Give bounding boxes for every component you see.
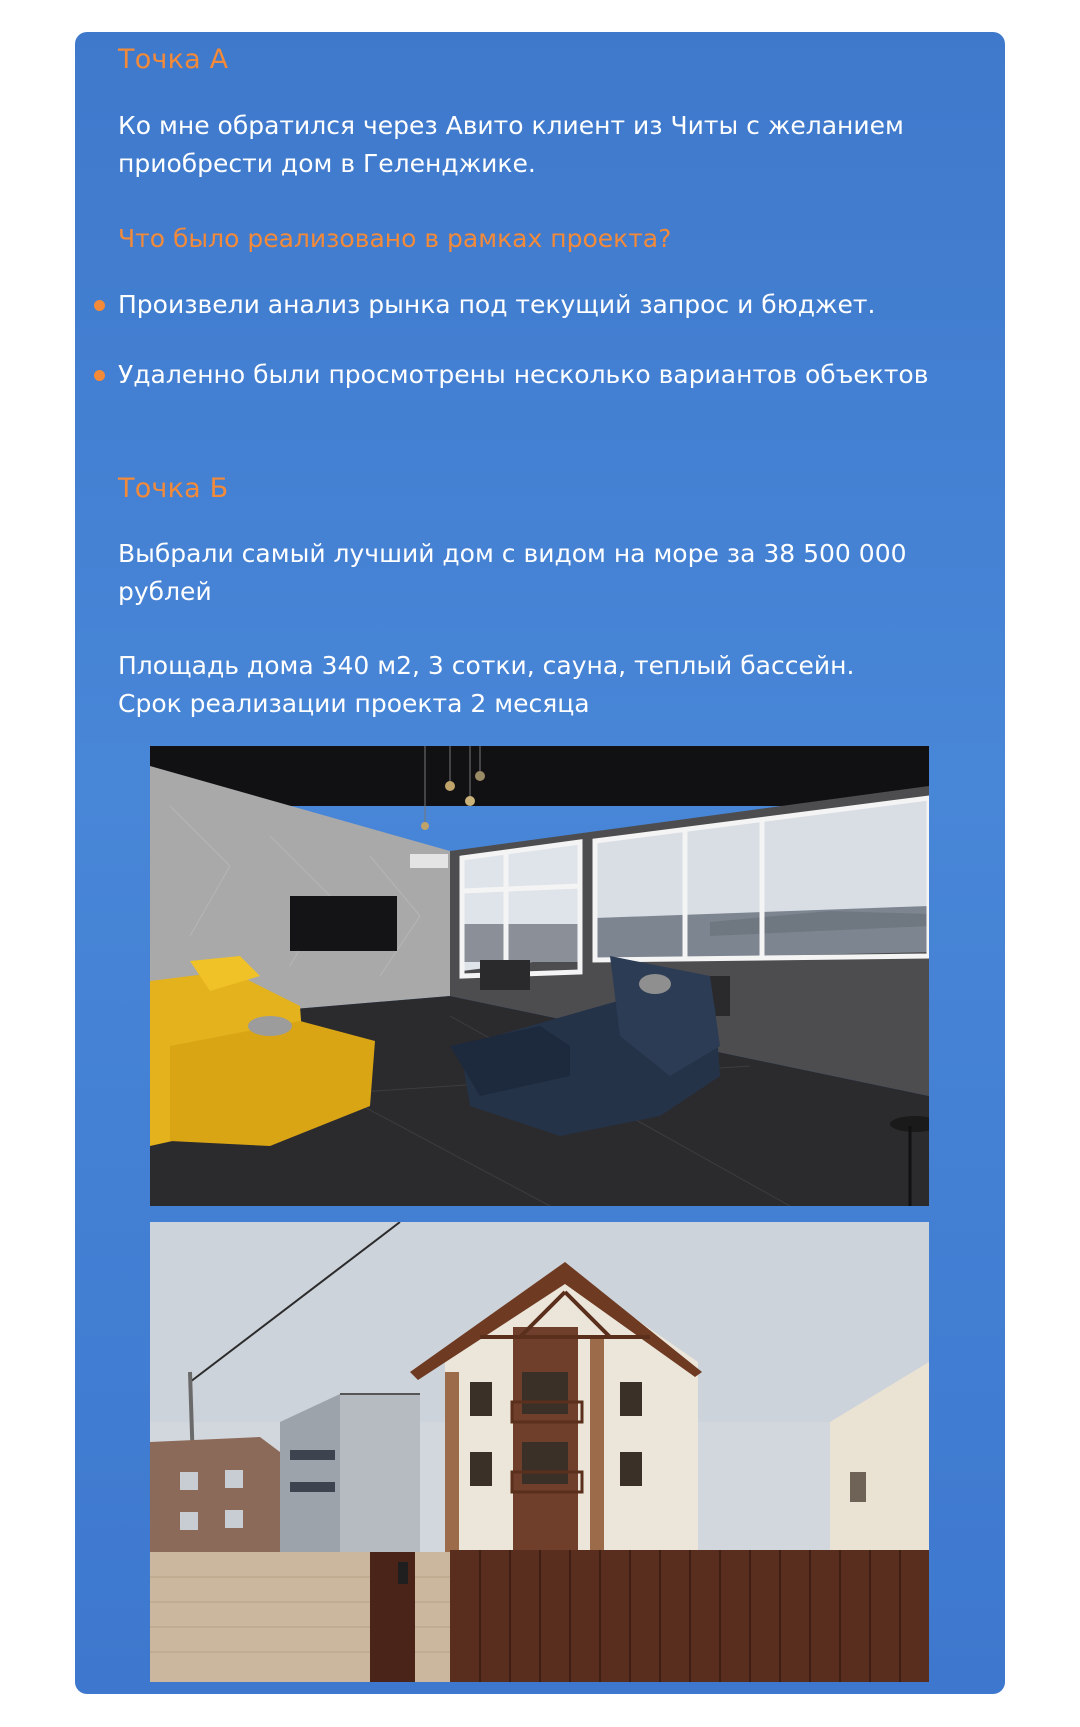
point-a-text: Ко мне обратился через Авито клиент из Читы с желанием приобрести дом в Геленджике. xyxy=(118,111,904,178)
point-a-heading: Точка А xyxy=(118,44,229,75)
point-b-text-details: Площадь дома 340 м2, 3 сотки, сауна, теплый бассейн. Срок реализации проекта 2 месяца xyxy=(118,651,855,718)
exterior-photo xyxy=(150,1222,929,1682)
bullet-item-1 xyxy=(118,286,948,324)
bullet-dot-icon xyxy=(94,300,105,311)
bullet-item-text: Произвели анализ рынка под текущий запрос и бюджет. xyxy=(118,290,876,319)
case-card xyxy=(75,32,1005,1694)
bullet-item-text: Удаленно были просмотрены несколько вариантов объектов xyxy=(118,360,929,389)
point-b-text-price: Выбрали самый лучший дом с видом на море за 38 500 000 рублей xyxy=(118,539,907,606)
done-heading: Что было реализовано в рамках проекта? xyxy=(118,224,672,253)
bullet-item-2 xyxy=(118,356,948,394)
interior-photo xyxy=(150,746,929,1206)
bullet-dot-icon xyxy=(94,370,105,381)
point-b-heading: Точка Б xyxy=(118,473,229,504)
